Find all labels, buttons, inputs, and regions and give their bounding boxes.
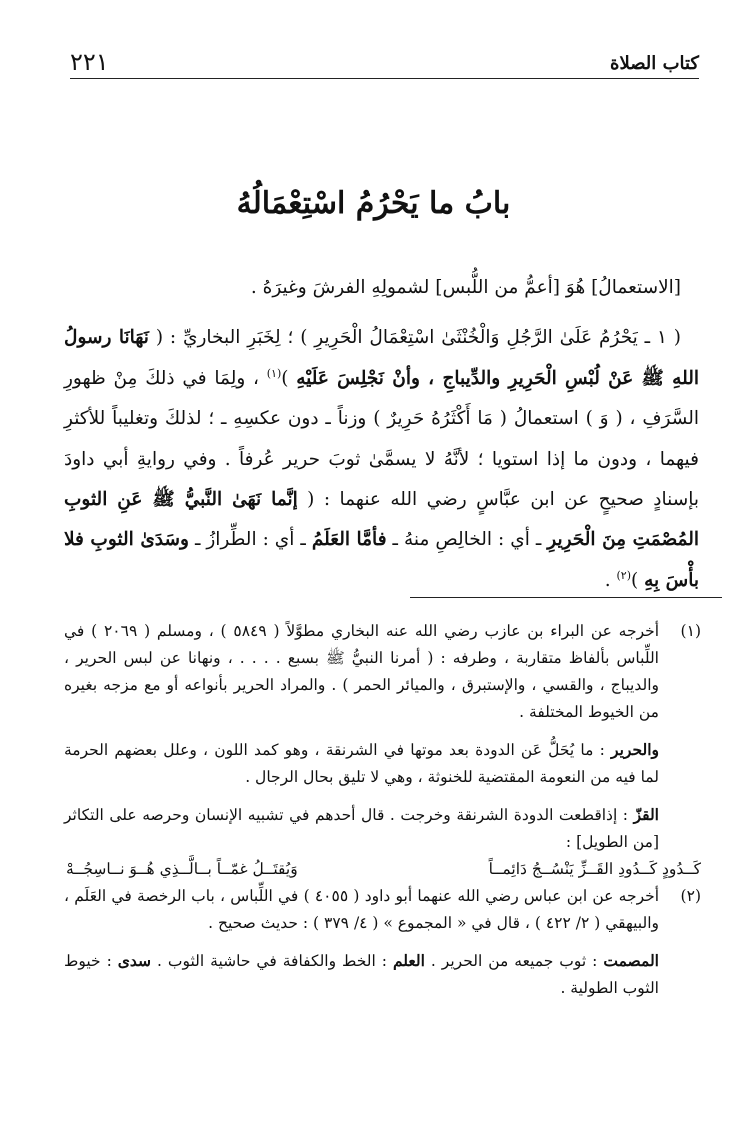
gloss-text: : خيوط الثوب الطولية . [64,952,659,997]
footnote-ref[interactable]: (١) [266,366,282,380]
text-segment: ( ١ ـ يَحْرُمُ عَلَىٰ الرَّجُلِ وَالْخُنْثَىٰ اسْتِعْمَالُ الْحَرِيرِ ) ؛ لِخَبَرِ البخاريِّ : ( [148,327,681,349]
footnotes [64,618,701,1002]
body-paragraph [64,318,699,601]
hadith-quote: إنَّما نَهَىٰ النَّبيُّ ﷺ عَنِ الثوبِ المُصْمَتِ مِنَ الْحَرِيرِ [64,489,699,551]
text-segment: . [604,569,617,591]
verse-first-hemistich: كَــدُودٍ كَــدُودِ القَــزِّ يَنْسُــجُ دَائِمــاً [488,860,701,878]
footnote-separator [410,597,722,598]
hadith-quote: فأمَّا العَلَمُ [311,529,387,551]
hadith-quote: نَهَانَا رسولُ اللهِ ﷺ عَنْ لُبْسِ الْحَرِيرِ والدِّيباجِ ، وأنْ نَجْلِسَ عَلَيْهِ [64,327,699,389]
gloss-text: : ما يُحَلُّ عَن الدودة بعد موتها في الشرنقة ، وهو كمد اللون ، وعلل بعضهم الحرمة لما فيه من النعومة المقتضية للخنوثة ، وهي لا تليق بحال الرجال . [64,741,659,786]
text-segment: ـ أي : الخالِصِ منهُ ـ [386,529,548,551]
text-segment: ، ولِمَا في ذلكَ مِنْ ظهورِ السَّرَفِ ، ( وَ ) استعمالُ ( مَا أَكْثَرُهُ حَرِيرٌ ) وزناً ـ دون عكسِهِ ـ ؛ لذلكَ وتغليباً للأكثرِ فيهما ، ودون ما إذا استويا ؛ لأنَّهُ لا يسمَّىٰ ثوبَ حرير عُرفاً . وفي روايةِ أبي داودَ بإسنادٍ صحيحٍ عن ابن عبَّاسٍ رضي الله عنهما : ( [64,367,699,511]
gloss-term: العلم [392,951,425,970]
text-segment: ـ أي : الطِّرازُ ـ [188,529,312,551]
main-text [64,268,699,601]
text-segment: ) [631,569,645,591]
gloss-term: المصمت [603,951,659,970]
footnote-number: (١) [680,622,701,640]
footnote-gloss-harir [64,736,659,791]
gloss-text: : الخط والكفافة في حاشية الثوب . [151,952,393,970]
text-segment: ) [281,367,297,389]
footnote-2 [64,883,701,937]
footnote-number: (٢) [680,887,701,905]
book-title: كتاب الصلاة [610,53,699,74]
chapter-title: بابُ ما يَحْرُمُ اسْتِعْمَالُهُ [236,186,511,221]
gloss-term: القزّ [633,805,659,824]
footnote-text: أخرجه عن البراء بن عازب رضي الله عنه البخاري مطوَّلاً ( ٥٨٤٩ ) ، ومسلم ( ٢٠٦٩ ) في اللِّباس بألفاظ متقاربة ، وطرفه : ( أمرنا النبيُّ ﷺ بسبع . . . . ، ونهانا عن لبس الحرير ، والديباج ، والقسي ، والإستبرق ، والميائر الحمر ) . والمراد الحرير بأنواعه أو مع مزجه بغيره من الخيوط المختلفة . [64,622,660,721]
footnote-text: أخرجه عن ابن عباس رضي الله عنهما أبو داود ( ٤٠٥٥ ) في اللِّباس ، باب الرخصة في العَلَم ، والبيهقي ( ٢/ ٤٢٢ ) ، قال في « المجموع » ( ٤/ ٣٧٩ ) : حديث صحيح . [64,887,660,932]
verse-second-hemistich: وَيُقتَــلُ غمّــاً بــالَّــذِي هُــوَ نــاسِجُــهْ [66,860,298,878]
gloss-text: : إذاقطعت الدودة الشرنقة وخرجت . قال أحدهم في تشبيه الإنسان وحرصه على التكاثر [من الطويل] : [64,806,659,851]
poetry-verse [64,856,701,883]
page-number: ٢٢١ [70,48,109,76]
gloss-term: والحرير [611,740,659,759]
gloss-term: سدى [117,951,152,970]
page-header [70,42,699,79]
footnote-gloss-qazz [64,801,659,856]
intro-paragraph: [الاستعمالُ] هُوَ [أعمُّ من اللُّبس] لشمولِهِ الفرشَ وغيرَهُ . [250,277,681,298]
hadith-quote: وسَدَىٰ الثوبِ فلا بأْسَ بِهِ [64,529,699,591]
gloss-text: : ثوب جميعه من الحرير . [424,952,604,970]
footnote-glossary [64,947,659,1002]
footnote-ref[interactable]: (٢) [616,568,631,582]
footnote-1 [64,618,701,726]
